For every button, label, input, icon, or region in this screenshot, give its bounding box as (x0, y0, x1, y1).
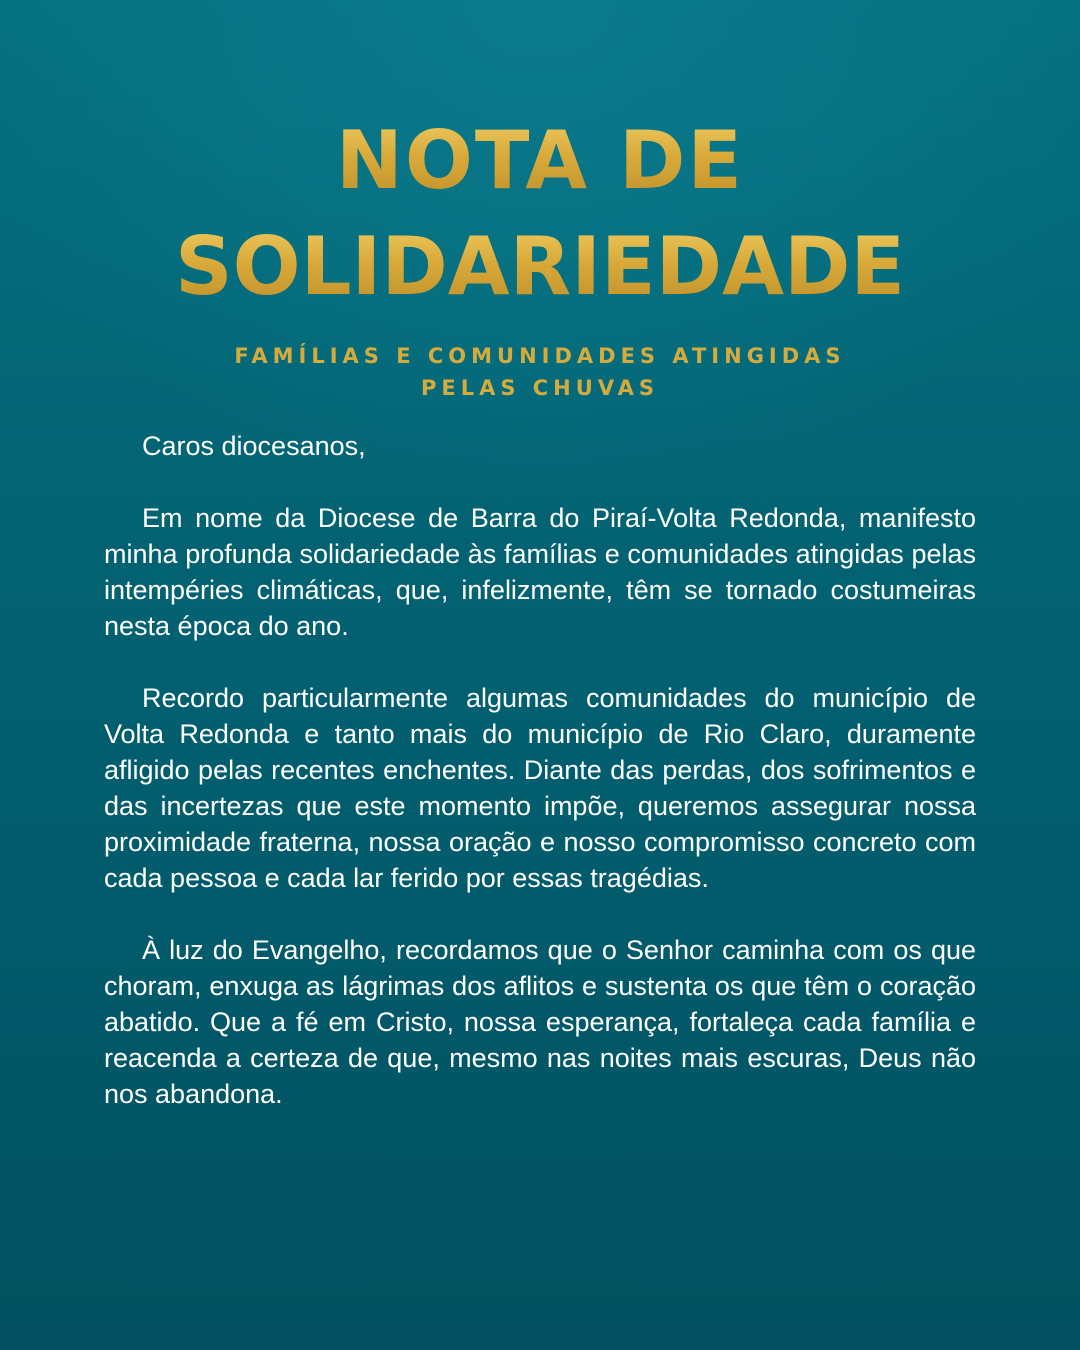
subtitle (0, 340, 1080, 404)
paragraph-3: À luz do Evangelho, recordamos que o Senhor caminha com os que choram, enxuga as lágrimas dos aflitos e sustenta os que têm o coração abatido. Que a fé em Cristo, nossa esperança, fortaleça cada família e reacenda a certeza de que, mesmo nas noites mais escuras, Deus não nos abandona. (104, 935, 976, 1109)
title-line-1: NOTA DE (0, 108, 1080, 214)
paragraph-1: Em nome da Diocese de Barra do Piraí-Volta Redonda, manifesto minha profunda solidariedade às famílias e comunidades atingidas pelas intempéries climáticas, que, infelizmente, têm se tornado costumeiras nesta época do ano. (104, 503, 976, 641)
subtitle-line-1: FAMÍLIAS E COMUNIDADES ATINGIDAS (234, 344, 846, 368)
salutation: Caros diocesanos, (142, 431, 366, 461)
header (0, 108, 1080, 404)
paragraph-2: Recordo particularmente algumas comunidades do município de Volta Redonda e tanto mais do município de Rio Claro, duramente afligido pelas recentes enchentes. Diante das perdas, dos sofrimentos e das incertezas que este momento impõe, queremos assegurar nossa proximidade fraterna, nossa oração e nosso compromisso concreto com cada pessoa e cada lar ferido por essas tragédias. (104, 683, 976, 893)
letter-body (104, 428, 976, 1148)
title-line-2: SOLIDARIEDADE (0, 214, 1080, 320)
subtitle-line-2: PELAS CHUVAS (420, 376, 660, 400)
